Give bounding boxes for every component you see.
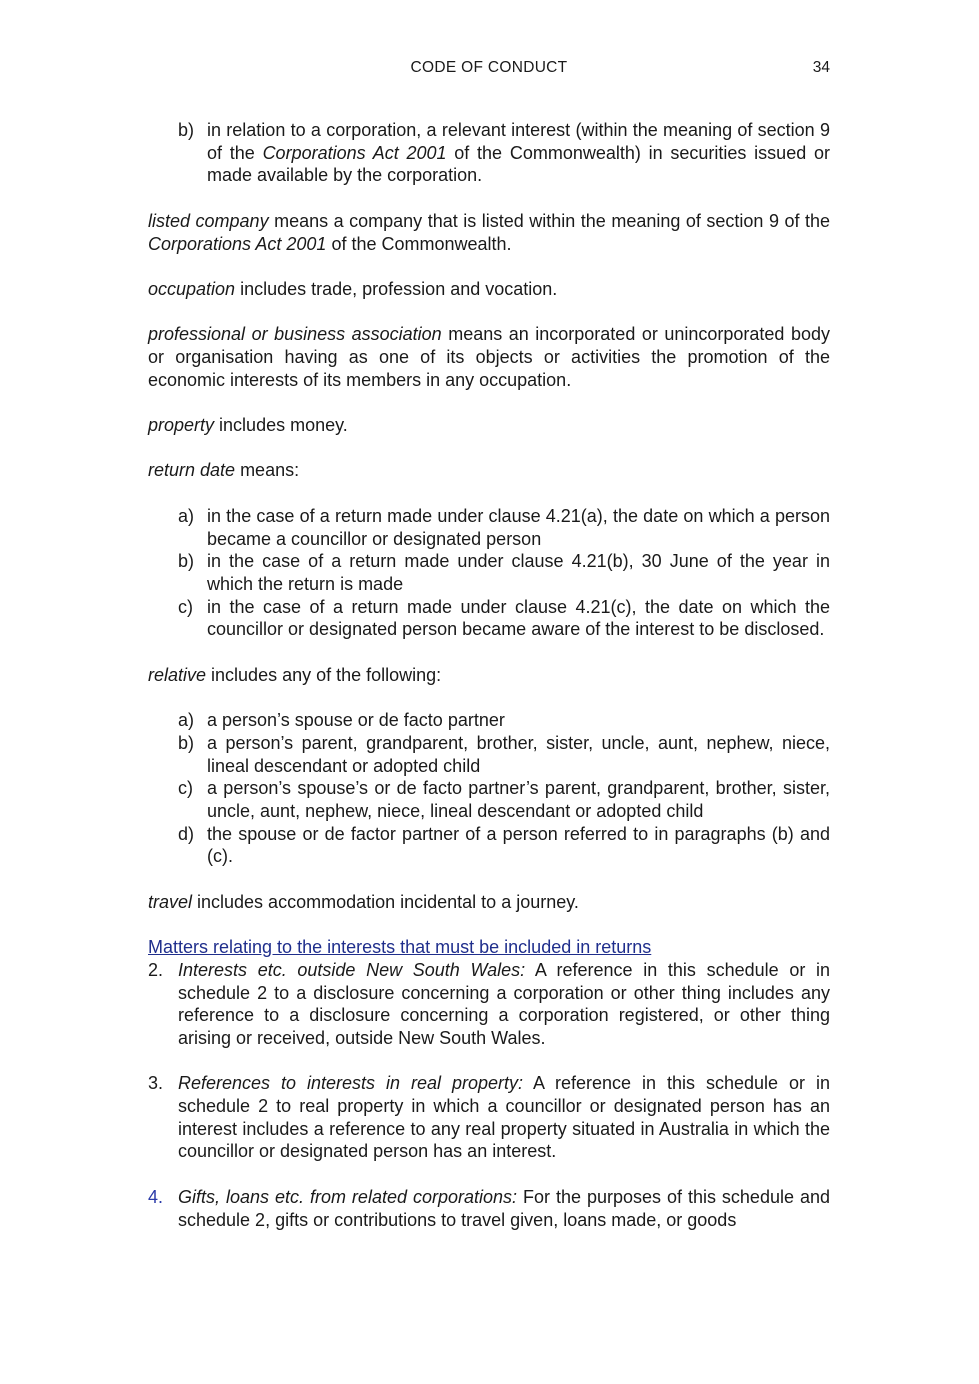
list-item xyxy=(178,505,830,550)
list-item xyxy=(178,596,830,641)
definition-relative: relative includes any of the following: xyxy=(148,664,442,685)
definition-term: property xyxy=(148,415,215,436)
list-marker: b) xyxy=(178,551,195,572)
clause-title: Gifts, loans etc. from related corporations: xyxy=(178,1186,517,1207)
list-text: in the case of a return made under clause 4.21(b), 30 June of the year in which the return is made xyxy=(207,551,830,594)
document-title: CODE OF CONDUCT xyxy=(410,59,568,76)
definition-professional-association: professional or business association means an incorporated or unincorporated body or organisation having as one of its objects or activities the promotion of the economic interests of its members in any occupation. xyxy=(148,324,830,390)
page-header xyxy=(148,59,830,79)
list-marker: a) xyxy=(178,710,195,731)
list-marker: c) xyxy=(178,778,193,799)
definition-property: property includes money. xyxy=(148,415,348,436)
clause-number: 3. xyxy=(148,1073,164,1094)
list-text: a person’s spouse or de facto partner xyxy=(207,710,505,731)
section-heading-link[interactable]: Matters relating to the interests that must be included in returns xyxy=(148,937,652,958)
definition-term: occupation xyxy=(148,278,236,299)
list-text: in the case of a return made under clause 4.21(a), the date on which a person became a councillor or designated person xyxy=(207,505,830,549)
clause-text: Interests etc. outside New South Wales: A reference in this schedule or in schedule 2 to a disclosure concerning a corporation or other thing includes any reference to a disclosure concerning a corporation registered, or other thing arising or received, outside New South Wales. xyxy=(178,959,830,1048)
list-item xyxy=(178,119,830,187)
relative-list xyxy=(148,709,830,868)
definition-term: return date xyxy=(148,460,236,481)
definition-travel: travel includes accommodation incidental to a journey. xyxy=(148,891,579,912)
clause-text: References to interests in real property: A reference in this schedule or in schedule 2 to real property in which a councillor or designated person has an interest includes a reference to any real property situated in Australia in which the councillor or designated person has an interest. xyxy=(178,1073,830,1162)
list-text: in the case of a return made under clause 4.21(c), the date on which the councillor or designated person became aware of the interest to be disclosed. xyxy=(207,596,830,640)
list-item xyxy=(178,777,830,822)
list-marker: d) xyxy=(178,823,195,844)
clause-item xyxy=(148,959,830,1050)
clause-text: Gifts, loans etc. from related corporations: For the purposes of this schedule and schedule 2, gifts or contributions to travel given, loans made, or goods xyxy=(178,1186,830,1230)
page-number: 34 xyxy=(812,59,830,76)
return-date-list xyxy=(148,505,830,641)
definition-term: listed company xyxy=(148,210,269,231)
list-item xyxy=(178,823,830,868)
list-marker: c) xyxy=(178,596,193,617)
list-marker: b) xyxy=(178,120,195,140)
clause-number: 4. xyxy=(148,1186,164,1207)
clause-item xyxy=(148,1072,830,1163)
list-text: the spouse or de factor partner of a person referred to in paragraphs (b) and (c). xyxy=(207,823,830,867)
list-text: a person’s spouse’s or de facto partner’s parent, grandparent, brother, sister, uncle, aunt, nephew, niece, lineal descendant or adopted child xyxy=(207,778,830,821)
list-item xyxy=(178,550,830,595)
list-item xyxy=(178,732,830,777)
clause-item xyxy=(148,1186,830,1231)
act-name: Corporations Act 2001 xyxy=(148,233,327,254)
clause-number: 2. xyxy=(148,959,164,980)
list-text: a person’s parent, grandparent, brother, sister, uncle, aunt, nephew, niece, lineal descendant or adopted child xyxy=(207,732,830,776)
page-content xyxy=(148,119,830,1231)
section-heading[interactable] xyxy=(148,936,830,959)
clause-title: References to interests in real property: xyxy=(178,1073,524,1094)
act-name: Corporations Act 2001 xyxy=(262,142,447,163)
definition-term: professional or business association xyxy=(148,324,442,345)
clause-title: Interests etc. outside New South Wales: xyxy=(178,959,526,980)
list-text: in relation to a corporation, a relevant interest (within the meaning of section 9 of the Corporations Act 2001 of the Commonwealth) in securities issued or made available by the corporation. xyxy=(207,120,830,186)
list-marker: b) xyxy=(178,732,195,753)
definition-listed-company: listed company means a company that is listed within the meaning of section 9 of the Corporations Act 2001 of the Commonwealth. xyxy=(148,210,831,254)
definition-occupation: occupation includes trade, profession and vocation. xyxy=(148,278,558,299)
definition-term: travel xyxy=(148,891,193,912)
definition-term: relative xyxy=(148,664,207,685)
definition-return-date: return date means: xyxy=(148,460,300,481)
list-item xyxy=(178,709,830,732)
list-marker: a) xyxy=(178,505,195,526)
